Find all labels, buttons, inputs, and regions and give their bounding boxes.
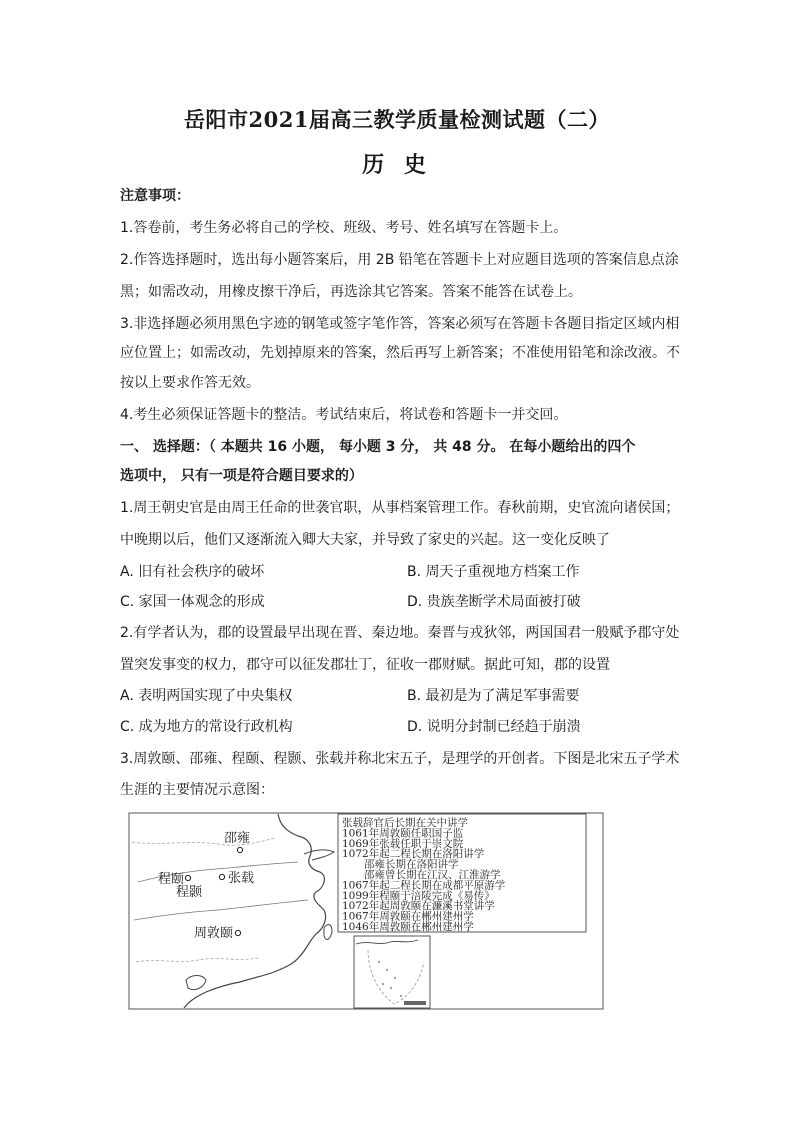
label-chengyi: 程颐 (158, 872, 185, 887)
notice-heading: 注意事项： (120, 188, 190, 204)
notice-line: 黑；如需改动，用橡皮擦干净后，再选涂其它答案。答案不能答在试卷上。 (120, 284, 582, 300)
legend-entry: 邵雍长期在洛阳讲学 (364, 858, 459, 871)
question-2-option-d: D. 说明分封制已经趋于崩溃 (407, 719, 581, 735)
label-chenghao: 程颢 (176, 885, 203, 900)
label-shaoyong: 邵雍 (224, 831, 251, 846)
legend-entry: 1072年起二程长期在洛阳讲学 (342, 848, 485, 861)
label-zhoudunyi: 周敦颐 (194, 926, 234, 941)
question-2-option-b: B. 最初是为了满足军事需要 (407, 688, 580, 704)
legend-entry: 1067年起二程长期在成都平原游学 (342, 879, 506, 892)
legend-entry: 张载辞官后长期在关中讲学 (342, 817, 468, 829)
notice-line: 应位置上；如需改动，先划掉原来的答案，然后再写上新答案；不准使用铅笔和涂改液。不 (120, 345, 680, 361)
question-2-option-a: A. 表明两国实现了中央集权 (120, 688, 293, 704)
question-1-option-c: C. 家国一体观念的形成 (120, 594, 265, 610)
notice-line: 3.非选择题必须用黑色字迹的钢笔或签字笔作答，答案必须写在答题卡各题目指定区域内相 (120, 316, 680, 332)
notice-line: 按以上要求作答无效。 (120, 375, 260, 391)
notice-line: 1.答卷前，考生务必将自己的学校、班级、考号、姓名填写在答题卡上。 (120, 220, 568, 236)
question-2-stem: 置突发事变的权力，郡守可以征发郡壮丁，征收一郡财赋。据此可知，郡的设置 (120, 657, 610, 673)
question-1-stem: 1.周王朝史官是由周王任命的世袭官职，从事档案管理工作。春秋前期，史官流向诸侯国； (120, 500, 680, 516)
legend-entry: 1061年周敦颐任职国子监 (342, 827, 464, 840)
notice-line: 4.考生必须保证答题卡的整洁。考试结束后，将试卷和答题卡一并交回。 (120, 407, 568, 423)
legend-entry: 1067年周敦颐在郴州建州学 (342, 910, 474, 923)
question-1-option-b: B. 周天子重视地方档案工作 (407, 564, 580, 580)
label-zhangzai: 张载 (228, 871, 255, 886)
question-1-option-a: A. 旧有社会秩序的破坏 (120, 564, 265, 580)
legend-entry: 邵雍曾长期在江汉、江淮游学 (364, 869, 501, 881)
section-heading: 一、 选择题：（ 本题共 16 小题， 每小题 3 分， 共 48 分。 在每小题给出的四个 (120, 439, 636, 455)
question-1-option-d: D. 贵族垄断学术局面被打破 (407, 594, 581, 610)
legend-entry: 1046年周敦颐在郴州建州学 (342, 921, 474, 933)
notice-line: 2.作答选择题时，选出每小题答案后，用 2B 铅笔在答题卡上对应题目选项的答案信息点涂 (120, 252, 679, 268)
question-3-stem: 生涯的主要情况示意图： (120, 782, 274, 798)
song-scholars-map (128, 812, 604, 1010)
question-2-stem: 2.有学者认为，郡的设置最早出现在晋、秦边地。秦晋与戎狄邻，两国国君一般赋予郡守处 (120, 625, 680, 641)
question-2-option-c: C. 成为地方的常设行政机构 (120, 719, 293, 735)
map-svg (128, 812, 604, 1010)
question-1-stem: 中晚期以后，他们又逐渐流入卿大夫家，并导致了家史的兴起。这一变化反映了 (120, 532, 610, 548)
legend-entry: 1069年张载任职于崇文院 (342, 837, 464, 850)
subject-title: 历 史 (362, 152, 432, 178)
page-title: 岳阳市2021届高三教学质量检测试题（二） (184, 107, 610, 132)
legend-entry: 1072年起周敦颐在濂溪书堂讲学 (342, 900, 495, 913)
section-heading: 选项中， 只有一项是符合题目要求的） (120, 468, 363, 484)
legend-entry: 1099年程颐于涪陵完成《易传》 (342, 889, 495, 902)
south-sea-inset (354, 936, 430, 1008)
question-3-stem: 3.周敦颐、邵雍、程颐、程颢、张载并称北宋五子，是理学的开创者。下图是北宋五子学术 (120, 751, 680, 767)
scale-bar (404, 1001, 426, 1005)
